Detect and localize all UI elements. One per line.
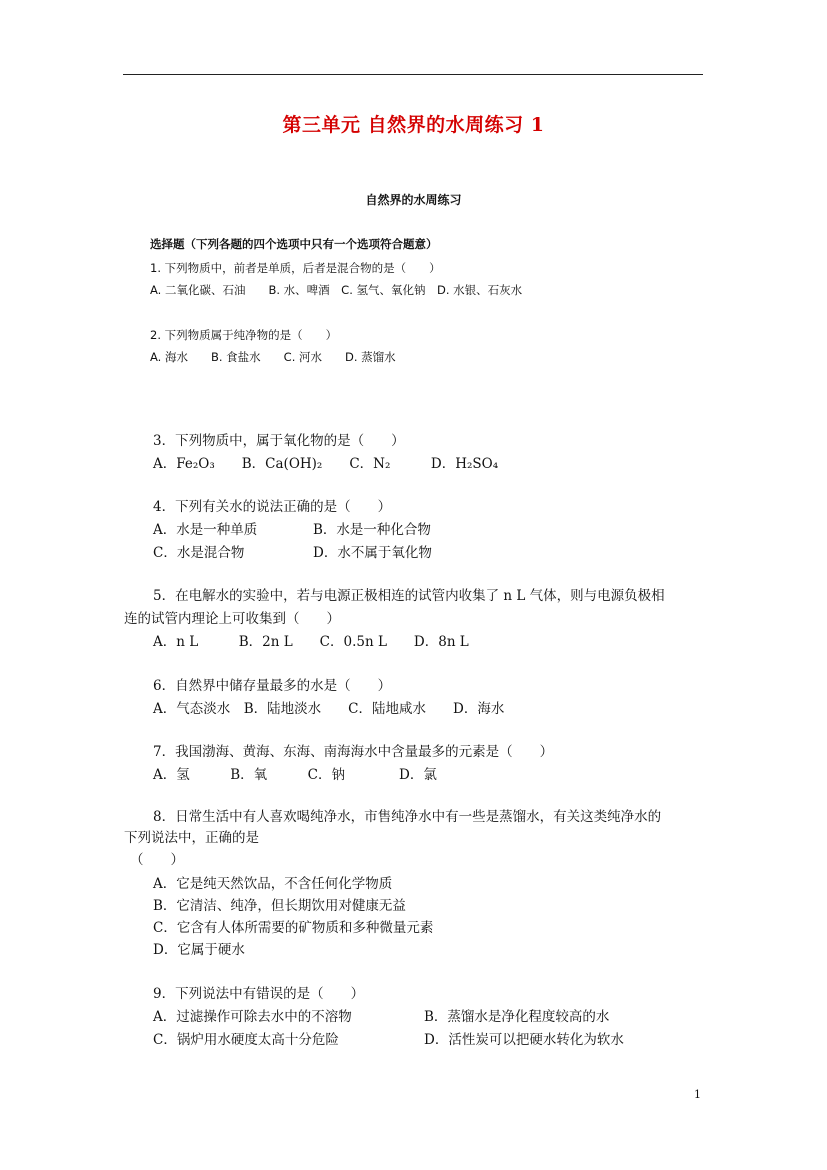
header-rule xyxy=(123,74,703,75)
question-6-stem: 6．自然界中储存量最多的水是（ ） xyxy=(153,678,392,694)
question-2-options: A. 海水 B. 食盐水 C. 河水 D. 蒸馏水 xyxy=(150,350,396,364)
question-5-stem: 5．在电解水的实验中，若与电源正极相连的试管内收集了 n L 气体，则与电源负极相 xyxy=(153,588,665,604)
question-6-options: A．气态淡水 B．陆地淡水 C．陆地咸水 D．海水 xyxy=(153,701,505,717)
question-7-stem: 7．我国渤海、黄海、东海、南海海水中含量最多的元素是（ ） xyxy=(153,744,554,760)
question-3-options: A．Fe₂O₃ B．Ca(OH)₂ C．N₂ D．H₂SO₄ xyxy=(153,456,499,472)
question-8-option-d: D．它属于硬水 xyxy=(153,942,245,958)
question-4-option-a: A．水是一种单质 xyxy=(153,522,258,538)
question-8-stem: 8．日常生活中有人喜欢喝纯净水，市售纯净水中有一些是蒸馏水，有关这类纯净水的 xyxy=(153,809,662,825)
question-4-option-d: D．水不属于氧化物 xyxy=(313,545,432,561)
question-8-option-c: C．它含有人体所需要的矿物质和多种微量元素 xyxy=(153,920,434,936)
question-4-stem: 4．下列有关水的说法正确的是（ ） xyxy=(153,499,392,515)
question-8-option-a: A．它是纯天然饮品，不含任何化学物质 xyxy=(153,876,393,892)
question-8-stem-continued: 下列说法中，正确的是 xyxy=(124,830,259,846)
question-3-stem: 3．下列物质中，属于氧化物的是（ ） xyxy=(153,433,405,449)
question-9-stem: 9．下列说法中有错误的是（ ） xyxy=(153,986,365,1002)
question-1-options: A. 二氧化碳、石油 B. 水、啤酒 C. 氢气、氧化钠 D. 水银、石灰水 xyxy=(150,283,523,297)
question-9-option-c: C．锅炉用水硬度太高十分危险 xyxy=(153,1032,339,1048)
question-8-option-b: B．它清洁、纯净，但长期饮用对健康无益 xyxy=(153,898,406,914)
question-4-option-c: C．水是混合物 xyxy=(153,545,245,561)
question-5-stem-continued: 连的试管内理论上可收集到（ ） xyxy=(124,611,340,627)
question-1-stem: 1. 下列物质中，前者是单质，后者是混合物的是（ ） xyxy=(150,261,441,275)
section-heading: 选择题（下列各题的四个选项中只有一个选项符合题意） xyxy=(150,237,438,251)
question-8-answer-blank: （ ） xyxy=(130,852,184,868)
question-7-options: A．氢 B．氧 C．钠 D．氯 xyxy=(153,767,437,783)
question-2-stem: 2. 下列物质属于纯净物的是（ ） xyxy=(150,328,338,342)
question-9-option-d: D．活性炭可以把硬水转化为软水 xyxy=(424,1032,624,1048)
document-title: 第三单元 自然界的水周练习 1 xyxy=(282,114,545,136)
question-9-option-a: A．过滤操作可除去水中的不溶物 xyxy=(153,1009,352,1025)
document-subtitle: 自然界的水周练习 xyxy=(365,193,462,207)
question-4-option-b: B．水是一种化合物 xyxy=(313,522,431,538)
page-number: 1 xyxy=(694,1088,701,1101)
question-9-option-b: B．蒸馏水是净化程度较高的水 xyxy=(424,1009,610,1025)
question-5-options: A．n L B．2n L C．0.5n L D．8n L xyxy=(153,634,469,650)
